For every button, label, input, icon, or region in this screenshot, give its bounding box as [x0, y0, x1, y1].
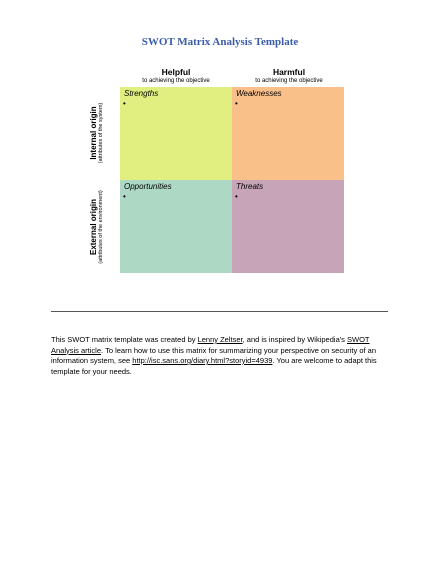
column-heading: Helpful	[161, 67, 191, 77]
quadrant-threats	[232, 180, 344, 273]
row-header-internal	[89, 87, 119, 179]
page-title: SWOT Matrix Analysis Template	[141, 36, 299, 48]
footer-paragraph	[51, 335, 381, 377]
quadrant-strengths	[120, 87, 232, 180]
row-heading: Internal origin	[89, 106, 98, 160]
footer-text: . You are welcome to adapt this template for your needs.	[51, 356, 377, 376]
footer-text: This SWOT matrix template was created by	[51, 335, 198, 344]
quadrant-weaknesses	[232, 87, 344, 180]
column-header-helpful	[120, 67, 232, 85]
row-subheading: (attributes of the environment)	[98, 190, 104, 264]
column-heading: Harmful	[272, 67, 306, 77]
row-header-external	[89, 181, 119, 273]
bullet-point: •	[123, 99, 126, 108]
wikipedia-swot-link[interactable]: SWOT Analysis article	[51, 335, 370, 355]
row-subheading: (attributes of the system)	[98, 102, 104, 164]
divider	[51, 311, 388, 312]
bullet-point: •	[235, 192, 238, 201]
row-heading: External origin	[89, 199, 98, 256]
quadrant-label: Weaknesses	[236, 89, 282, 98]
column-subheading: to achieving the objective	[255, 78, 323, 84]
footer-text: , and is inspired by Wikipedia's	[242, 335, 348, 344]
column-header-harmful	[233, 67, 345, 85]
quadrant-label: Threats	[236, 182, 264, 191]
quadrant-opportunities	[120, 180, 232, 273]
column-subheading: to achieving the objective	[142, 78, 210, 84]
quadrant-label: Strengths	[124, 89, 159, 98]
sans-diary-link[interactable]: http://isc.sans.org/diary.html?storyid=4939	[132, 356, 273, 365]
bullet-point: •	[123, 192, 126, 201]
author-link[interactable]: Lenny Zeltser	[197, 335, 243, 344]
footer-text: . To learn how to use this matrix for summarizing your perspective on security of an information system, see	[51, 345, 377, 365]
quadrant-label: Opportunities	[124, 182, 172, 191]
bullet-point: •	[235, 99, 238, 108]
